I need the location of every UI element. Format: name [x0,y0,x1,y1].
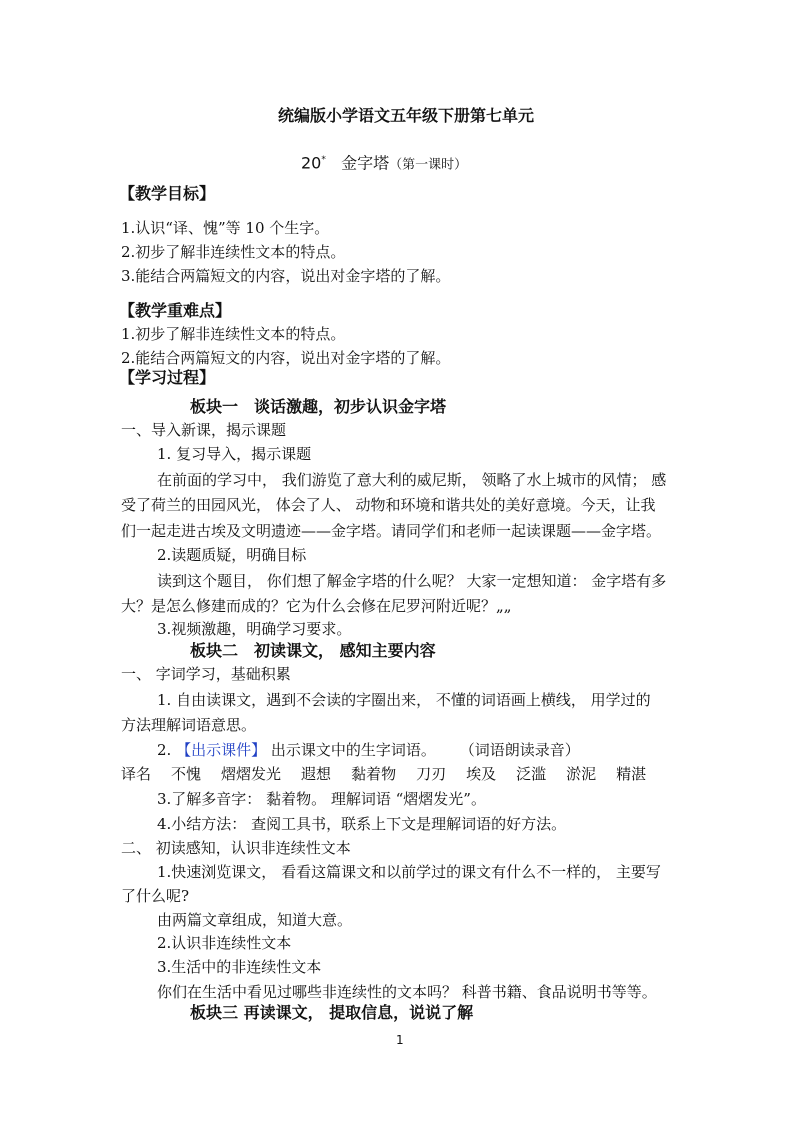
step-item: 3.视频激趣，明确学习要求。 [157,620,352,638]
block3-title: 板块三 再读课文， 提取信息，说说了解 [190,1003,474,1022]
vocab-word: 淤泥 [566,765,597,783]
paragraph-line: 大？是怎么修建而成的？它为什么会修在尼罗河附近呢？„„ [121,597,512,615]
keypoint-item: 1.初步了解非连续性文本的特点。 [121,325,346,343]
goals-heading: 【教学目标】 [119,184,216,203]
paragraph-line: 方法理解词语意思。 [121,716,257,734]
paragraph-line: 你们在生活中看见过哪些非连续性的文本吗？ 科普书籍、食品说明书等等。 [157,983,657,1001]
section-heading: 二、 初读感知，认识非连续性文本 [121,839,351,857]
unit-title: 统编版小学语文五年级下册第七单元 [278,106,535,125]
process-heading: 【学习过程】 [119,368,216,387]
section-heading: 一、导入新课，揭示课题 [121,421,287,439]
vocab-word: 泛滥 [516,765,547,783]
vocab-word: 熠熠发光 [221,765,282,783]
page-number: 1 [396,1033,404,1047]
audio-note: （词语朗读录音） [459,741,580,759]
courseware-tag[interactable]: 【出示课件】 [176,741,267,759]
step-item: 1. 复习导入，揭示课题 [157,445,312,463]
lesson-title [301,150,467,175]
paragraph-line: 受了荷兰的田园风光， 体会了人、 动物和环境和谐共处的美好意境。今天，让我 [121,496,656,514]
vocab-row [121,764,666,784]
vocab-word: 刀刃 [416,765,447,783]
block2-title: 板块二 初读课文， 感知主要内容 [190,641,436,660]
lesson-mark: * [321,155,326,165]
vocab-word: 不愧 [171,765,202,783]
paragraph-line: 1.快速浏览课文， 看看这篇课文和以前学过的课文有什么不一样的， 主要写 [157,863,661,881]
paragraph-line: 读到这个题目， 你们想了解金字塔的什么呢？ 大家一定想知道： 金字塔有多 [157,572,667,590]
item-number: 2. [157,741,172,759]
vocab-word: 埃及 [466,765,497,783]
courseware-line [157,740,580,760]
goal-item: 2.初步了解非连续性文本的特点。 [121,243,346,261]
block1-title: 板块一 谈话激趣，初步认识金字塔 [190,397,447,416]
lesson-number: 20 [301,153,322,173]
vocab-word: 精湛 [616,765,647,783]
goal-item: 1.认识“译、愧”等 10 个生字。 [121,219,330,237]
step-item: 2.认识非连续性文本 [157,934,292,952]
vocab-word: 译名 [121,765,152,783]
lesson-name: 金字塔 [341,153,390,173]
step-item: 3.生活中的非连续性文本 [157,958,322,976]
keypoints-heading: 【教学重难点】 [119,301,232,320]
paragraph-line: 了什么呢? [121,887,190,905]
keypoint-item: 2.能结合两篇短文的内容，说出对金字塔的了解。 [121,349,451,367]
answer-line: 由两篇文章组成，知道大意。 [157,911,353,929]
step-item: 4.小结方法： 查阅工具书，联系上下文是理解词语的好方法。 [157,815,567,833]
section-heading: 一、 字词学习，基础积累 [121,665,291,683]
paragraph-line: 在前面的学习中， 我们游览了意大利的威尼斯， 领略了水上城市的风情； 感 [157,471,667,489]
vocab-word: 黏着物 [351,765,397,783]
paragraph-line: 们一起走进古埃及文明遗迹——金字塔。请同学们和老师一起读课题——金字塔。 [121,522,662,540]
item-text: 出示课文中的生字词语。 [266,741,436,759]
step-item: 3.了解多音字： 黏着物。 理解词语 “熠熠发光”。 [157,790,486,808]
lesson-period: （第一课时） [389,157,468,173]
goal-item: 3.能结合两篇短文的内容，说出对金字塔的了解。 [121,267,451,285]
paragraph-line: 1. 自由读课文，遇到不会读的字圈出来， 不懂的词语画上横线， 用学过的 [157,691,651,709]
step-item: 2.读题质疑，明确目标 [157,546,307,564]
vocab-word: 遐想 [301,765,332,783]
